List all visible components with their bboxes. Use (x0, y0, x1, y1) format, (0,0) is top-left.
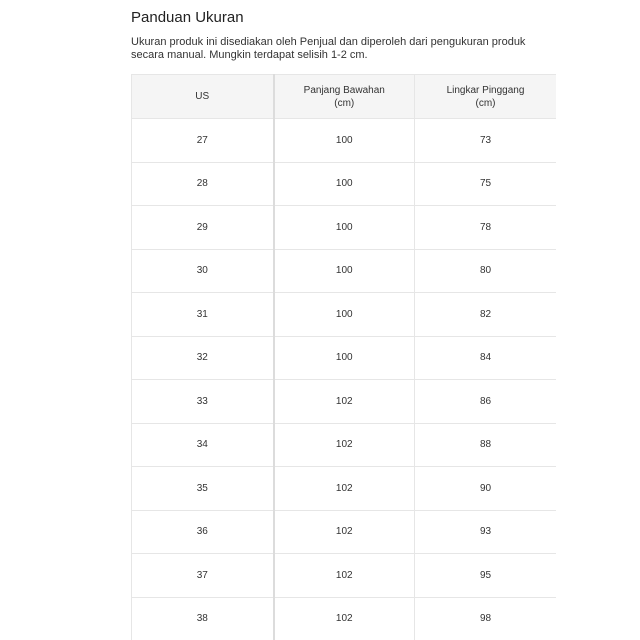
cell-panjang-bawahan: 100 (274, 119, 415, 163)
table-row (132, 162, 557, 206)
column-header-label: Panjang Bawahan (303, 84, 385, 96)
table-row (132, 510, 557, 554)
table-row (132, 554, 557, 598)
table-row (132, 249, 557, 293)
column-header-lingkar-pinggang (415, 75, 557, 119)
cell-lingkar-pinggang: 78 (415, 206, 557, 250)
cell-lingkar-pinggang: 84 (415, 336, 557, 380)
cell-us-size: 33 (132, 380, 274, 424)
cell-panjang-bawahan: 100 (274, 293, 415, 337)
cell-panjang-bawahan: 100 (274, 336, 415, 380)
table-row (132, 467, 557, 511)
cell-us-size: 31 (132, 293, 274, 337)
table-body (132, 119, 557, 640)
cell-panjang-bawahan: 100 (274, 249, 415, 293)
table-row (132, 423, 557, 467)
size-table-container (131, 74, 556, 640)
cell-panjang-bawahan: 102 (274, 597, 415, 640)
cell-us-size: 35 (132, 467, 274, 511)
column-header-unit: (cm) (334, 97, 355, 109)
cell-lingkar-pinggang: 95 (415, 554, 557, 598)
cell-us-size: 32 (132, 336, 274, 380)
cell-panjang-bawahan: 102 (274, 423, 415, 467)
cell-panjang-bawahan: 100 (274, 162, 415, 206)
column-header-us (132, 75, 274, 119)
size-guide-description (131, 36, 571, 62)
size-table (131, 74, 556, 640)
page-title: Panduan Ukuran (131, 9, 244, 26)
cell-lingkar-pinggang: 82 (415, 293, 557, 337)
table-row (132, 380, 557, 424)
cell-panjang-bawahan: 102 (274, 554, 415, 598)
table-header-row (132, 75, 557, 119)
cell-lingkar-pinggang: 75 (415, 162, 557, 206)
cell-us-size: 36 (132, 510, 274, 554)
cell-panjang-bawahan: 100 (274, 206, 415, 250)
cell-lingkar-pinggang: 90 (415, 467, 557, 511)
table-row (132, 206, 557, 250)
cell-lingkar-pinggang: 93 (415, 510, 557, 554)
cell-panjang-bawahan: 102 (274, 467, 415, 511)
cell-lingkar-pinggang: 73 (415, 119, 557, 163)
cell-lingkar-pinggang: 80 (415, 249, 557, 293)
cell-panjang-bawahan: 102 (274, 380, 415, 424)
table-row (132, 597, 557, 640)
table-row (132, 293, 557, 337)
cell-lingkar-pinggang: 98 (415, 597, 557, 640)
cell-us-size: 29 (132, 206, 274, 250)
cell-lingkar-pinggang: 88 (415, 423, 557, 467)
column-header-label: Lingkar Pinggang (446, 84, 525, 96)
cell-us-size: 30 (132, 249, 274, 293)
column-header-unit: (cm) (475, 97, 496, 109)
cell-us-size: 28 (132, 162, 274, 206)
description-line-2: secara manual. Mungkin terdapat selisih 1-2 cm. (131, 49, 368, 61)
cell-us-size: 34 (132, 423, 274, 467)
column-header-label: US (195, 91, 210, 102)
table-row (132, 336, 557, 380)
cell-us-size: 38 (132, 597, 274, 640)
column-header-panjang-bawahan (274, 75, 415, 119)
cell-us-size: 37 (132, 554, 274, 598)
cell-us-size: 27 (132, 119, 274, 163)
table-row (132, 119, 557, 163)
description-line-1: Ukuran produk ini disediakan oleh Penjual dan diperoleh dari pengukuran produk (131, 36, 526, 48)
cell-panjang-bawahan: 102 (274, 510, 415, 554)
cell-lingkar-pinggang: 86 (415, 380, 557, 424)
